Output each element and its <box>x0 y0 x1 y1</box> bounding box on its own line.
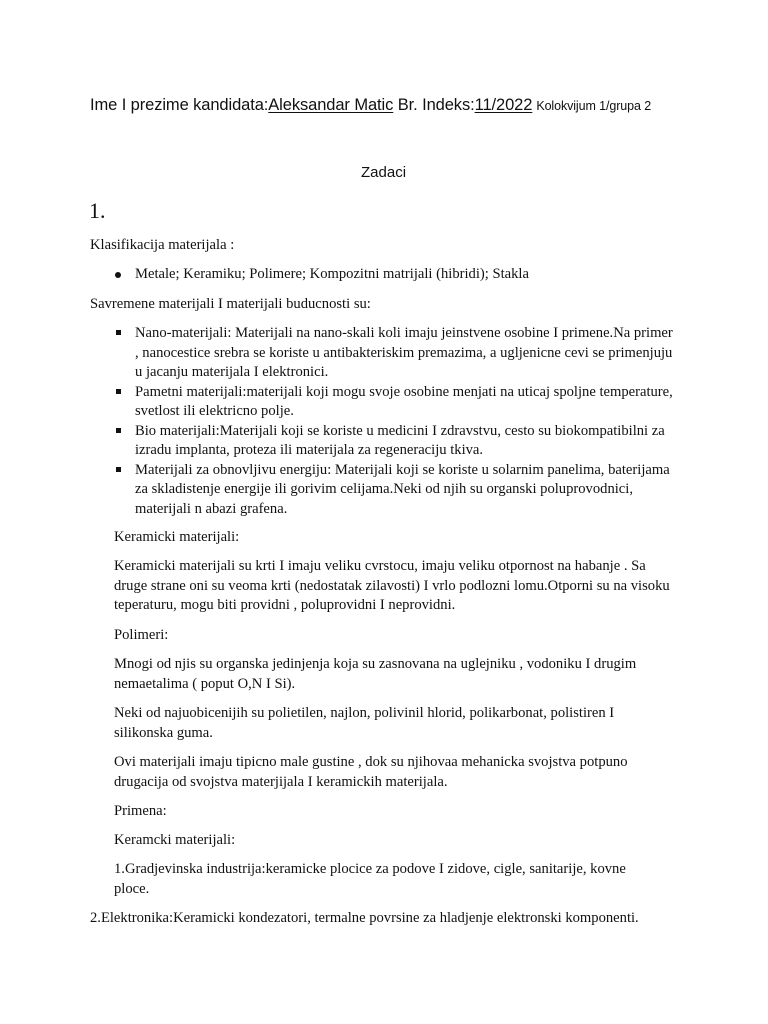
ceramic-title: Keramicki materijali: <box>114 529 240 545</box>
list-item: Bio materijali:Materijali koji se koriste u medicini I zdravstvu, cesto su biokompatibilni za izradu implanta, proteza ili materijala za regeneraciju tkiva. <box>135 422 675 461</box>
application-title: Primena: <box>114 803 167 819</box>
candidate-label: Ime I prezime kandidata: <box>90 96 269 114</box>
classification-list <box>135 265 695 285</box>
modern-materials-title: Savremene materijali I materijali buducnosti su: <box>90 296 371 312</box>
list-item: Pametni materijali:materijali koji mogu svoje osobine menjati na uticaj spoljne temperature, svetlost ili elektricno polje. <box>135 383 675 422</box>
list-item: Metale; Keramiku; Polimere; Kompozitni matrijali (hibridi); Stakla <box>135 265 695 285</box>
list-item: Materijali za obnovljivu energiju: Materijali koji se koriste u solarnim panelima, baterijama za skladistenje energije ili gorivim celijama.Neki od njih su organski poluprovodnici, materijali n abazi grafena. <box>135 461 675 520</box>
polymers-text-2: Neki od najuobicenijih su polietilen, najlon, polivinil hlorid, polikarbonat, polistiren I silikonska guma. <box>114 705 615 741</box>
candidate-name: Aleksandar Matic <box>268 96 394 114</box>
bullet-square-icon <box>116 428 121 433</box>
modern-materials-list <box>135 324 675 519</box>
index-number: 11/2022 <box>474 96 533 114</box>
bullet-dot-icon <box>115 272 121 278</box>
bullet-square-icon <box>116 389 121 394</box>
task-number: 1. <box>89 198 106 223</box>
application-item-2: 2.Elektronika:Keramicki kondezatori, termalne povrsine za hladjenje elektronski komponenti. <box>90 910 639 926</box>
polymers-text-1: Mnogi od njis su organska jedinjenja koja su zasnovana na uglejniku , vodoniku I drugim nemaetalima ( poput O,N I Si). <box>114 656 637 692</box>
candidate-header <box>90 96 651 115</box>
application-item-1: 1.Gradjevinska industrija:keramicke plocice za podove I zidove, cigle, sanitarije, kovne ploce. <box>114 861 626 897</box>
ceramic-application-title: Keramcki materijali: <box>114 832 236 848</box>
index-label: Br. Indeks: <box>393 96 475 114</box>
section-heading: Zadaci <box>361 164 407 181</box>
bullet-square-icon <box>116 467 121 472</box>
bullet-square-icon <box>116 330 121 335</box>
exam-group: Kolokvijum 1/grupa 2 <box>536 99 652 113</box>
polymers-text-3: Ovi materijali imaju tipicno male gustine , dok su njihovaa mehanicka svojstva potpuno drugacija od svojstva materjijala I keramickih materijala. <box>114 754 628 790</box>
list-item: Nano-materijali: Materijali na nano-skali koli imaju jeinstvene osobine I primene.Na primer , nanocestice srebra se koriste u antibakteriskim premazima, a ugljenicne cevi se primenjuju u jacanju materijala I elektronici. <box>135 324 675 383</box>
classification-title: Klasifikacija materijala : <box>90 237 235 253</box>
ceramic-text: Keramicki materijali su krti I imaju veliku cvrstocu, imaju veliku otpornost na habanje . Sa druge strane oni su veoma krti (nedostatak zilavosti) I vrlo podlozni lomu.Otporni su na visoku teperaturu, mogu biti providni , poluprovidni I neprovidni. <box>114 558 670 613</box>
polymers-title: Polimeri: <box>114 627 169 643</box>
